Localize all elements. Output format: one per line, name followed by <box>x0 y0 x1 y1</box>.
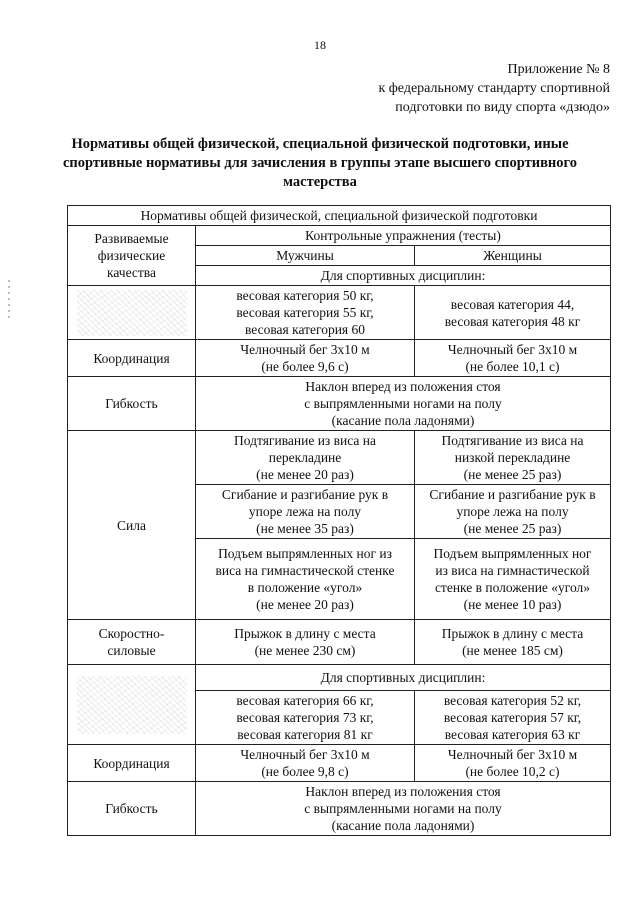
quality-label-cell: Гибкость <box>68 782 196 836</box>
cell-line: (не менее 230 см) <box>254 643 356 658</box>
cell-line: Сгибание и разгибание рук в <box>429 487 596 502</box>
cell-line: физические <box>97 248 166 263</box>
women-value-cell <box>415 340 611 377</box>
table-row <box>68 286 611 340</box>
norms-table <box>67 205 611 836</box>
cell-line: (не более 10,2 с) <box>465 764 560 779</box>
cell-line: (не менее 185 см) <box>462 643 563 658</box>
table-row <box>68 620 611 665</box>
table-row <box>68 206 611 226</box>
table-row <box>68 782 611 836</box>
cell-line: Челночный бег 3х10 м <box>240 747 370 762</box>
cell-line: весовая категория 66 кг, <box>236 693 374 708</box>
men-value-cell <box>196 745 415 782</box>
cell-line: Подъем выпрямленных ног <box>433 546 592 561</box>
scan-noise <box>77 676 187 734</box>
quality-label-cell: Гибкость <box>68 377 196 431</box>
cell-line: весовая категория 44, <box>450 296 575 312</box>
women-value-cell <box>415 620 611 665</box>
men-categories-cell <box>196 691 415 745</box>
scan-mark-cell <box>68 286 196 340</box>
tests-header-cell: Контрольные упражнения (тесты) <box>196 226 611 246</box>
cell-line: Челночный бег 3х10 м <box>447 747 578 762</box>
cell-line: упоре лежа на полу <box>456 504 569 519</box>
cell-line: весовая категория 52 кг, <box>443 693 582 708</box>
cell-line: силовые <box>107 643 156 658</box>
appendix-line: Приложение № 8 <box>507 62 610 77</box>
cell-line: (не более 9,6 с) <box>261 359 349 374</box>
quality-label-cell <box>68 620 196 665</box>
qualities-header-cell <box>68 226 196 286</box>
cell-line: Скоростно- <box>98 626 165 641</box>
cell-line: в положение «угол» <box>247 580 363 595</box>
title-line: спортивные нормативы для зачисления в группы этапе высшего спортивного <box>63 155 577 171</box>
cell-line: (не менее 25 раз) <box>463 521 562 536</box>
appendix-line: подготовки по виду спорта «дзюдо» <box>395 100 610 115</box>
women-header-cell: Женщины <box>415 246 611 266</box>
cell-line: с выпрямленными ногами на полу <box>304 396 502 411</box>
scan-mark-cell <box>68 665 196 745</box>
shared-value-cell <box>196 782 611 836</box>
cell-line: (не более 10,1 с) <box>465 359 560 374</box>
men-header-cell: Мужчины <box>196 246 415 266</box>
quality-label-cell: Координация <box>68 340 196 377</box>
document-title <box>60 135 580 192</box>
cell-line: (касание пола ладонями) <box>331 413 475 428</box>
table-row <box>68 226 611 246</box>
disciplines-cell: Для спортивных дисциплин: <box>196 665 611 691</box>
cell-line: весовая категория 48 кг <box>444 313 581 329</box>
cell-line: (не менее 35 раз) <box>256 521 354 536</box>
cell-line: Наклон вперед из положения стоя <box>305 379 501 394</box>
men-value-cell <box>196 539 415 620</box>
cell-line: (касание пола ладонями) <box>331 818 475 833</box>
cell-line: весовая категория 63 кг <box>444 727 581 742</box>
table-row <box>68 340 611 377</box>
men-value-cell <box>196 485 415 539</box>
men-value-cell <box>196 340 415 377</box>
cell-line: (не менее 20 раз) <box>256 467 354 482</box>
title-line: Нормативы общей физической, специальной физической подготовки, иные <box>71 136 569 152</box>
cell-line: из виса на гимнастической <box>435 563 590 578</box>
table-title-cell: Нормативы общей физической, специальной физической подготовки <box>68 206 611 226</box>
appendix-header <box>300 60 610 117</box>
cell-line: Сгибание и разгибание рук в <box>221 487 389 502</box>
cell-line: Развиваемые <box>94 231 169 246</box>
cell-line: (не менее 20 раз) <box>256 597 354 612</box>
cell-line: весовая категория 81 кг <box>237 727 373 742</box>
women-categories-cell <box>415 691 611 745</box>
disciplines-cell: Для спортивных дисциплин: <box>196 266 611 286</box>
appendix-line: к федеральному стандарту спортивной <box>378 81 610 96</box>
cell-line: стенке в положение «угол» <box>434 580 591 595</box>
cell-line: низкой перекладине <box>454 450 571 465</box>
cell-line: виса на гимнастической стенке <box>215 563 395 578</box>
cell-line: с выпрямленными ногами на полу <box>304 801 502 816</box>
cell-line: перекладине <box>268 450 342 465</box>
women-value-cell <box>415 745 611 782</box>
women-value-cell <box>415 431 611 485</box>
cell-line: Подъем выпрямленных ног из <box>218 546 392 561</box>
title-line: мастерства <box>283 174 357 190</box>
cell-line: качества <box>106 265 156 280</box>
cell-line: Челночный бег 3х10 м <box>447 342 578 357</box>
men-categories-cell <box>196 286 415 340</box>
page-number: 18 <box>314 38 326 52</box>
table-row <box>68 665 611 691</box>
cell-line: Прыжок в длину с места <box>234 626 376 641</box>
cell-line: Подтягивание из виса на <box>234 433 376 448</box>
men-value-cell <box>196 620 415 665</box>
quality-label-cell: Координация <box>68 745 196 782</box>
cell-line: Челночный бег 3х10 м <box>240 342 370 357</box>
scan-noise <box>77 290 187 336</box>
table-row <box>68 745 611 782</box>
women-categories-cell <box>415 286 611 340</box>
cell-line: упоре лежа на полу <box>248 504 362 519</box>
cell-line: весовая категория 60 <box>244 322 366 337</box>
table-row <box>68 431 611 485</box>
cell-line: весовая категория 73 кг, <box>236 710 374 725</box>
cell-line: Подтягивание из виса на <box>441 433 584 448</box>
women-value-cell <box>415 539 611 620</box>
cell-line: Прыжок в длину с места <box>441 626 584 641</box>
men-value-cell <box>196 431 415 485</box>
cell-line: весовая категория 55 кг, <box>236 305 374 320</box>
cell-line: весовая категория 50 кг, <box>236 288 374 303</box>
cell-line: весовая категория 57 кг, <box>443 710 582 725</box>
quality-label-cell: Сила <box>68 431 196 620</box>
cell-line: (не менее 25 раз) <box>463 467 562 482</box>
table-row <box>68 377 611 431</box>
shared-value-cell <box>196 377 611 431</box>
women-value-cell <box>415 485 611 539</box>
cell-line: (не более 9,8 с) <box>261 764 349 779</box>
cell-line: (не менее 10 раз) <box>463 597 562 612</box>
cell-line: Наклон вперед из положения стоя <box>305 784 501 799</box>
scan-edge-marks <box>8 280 10 320</box>
